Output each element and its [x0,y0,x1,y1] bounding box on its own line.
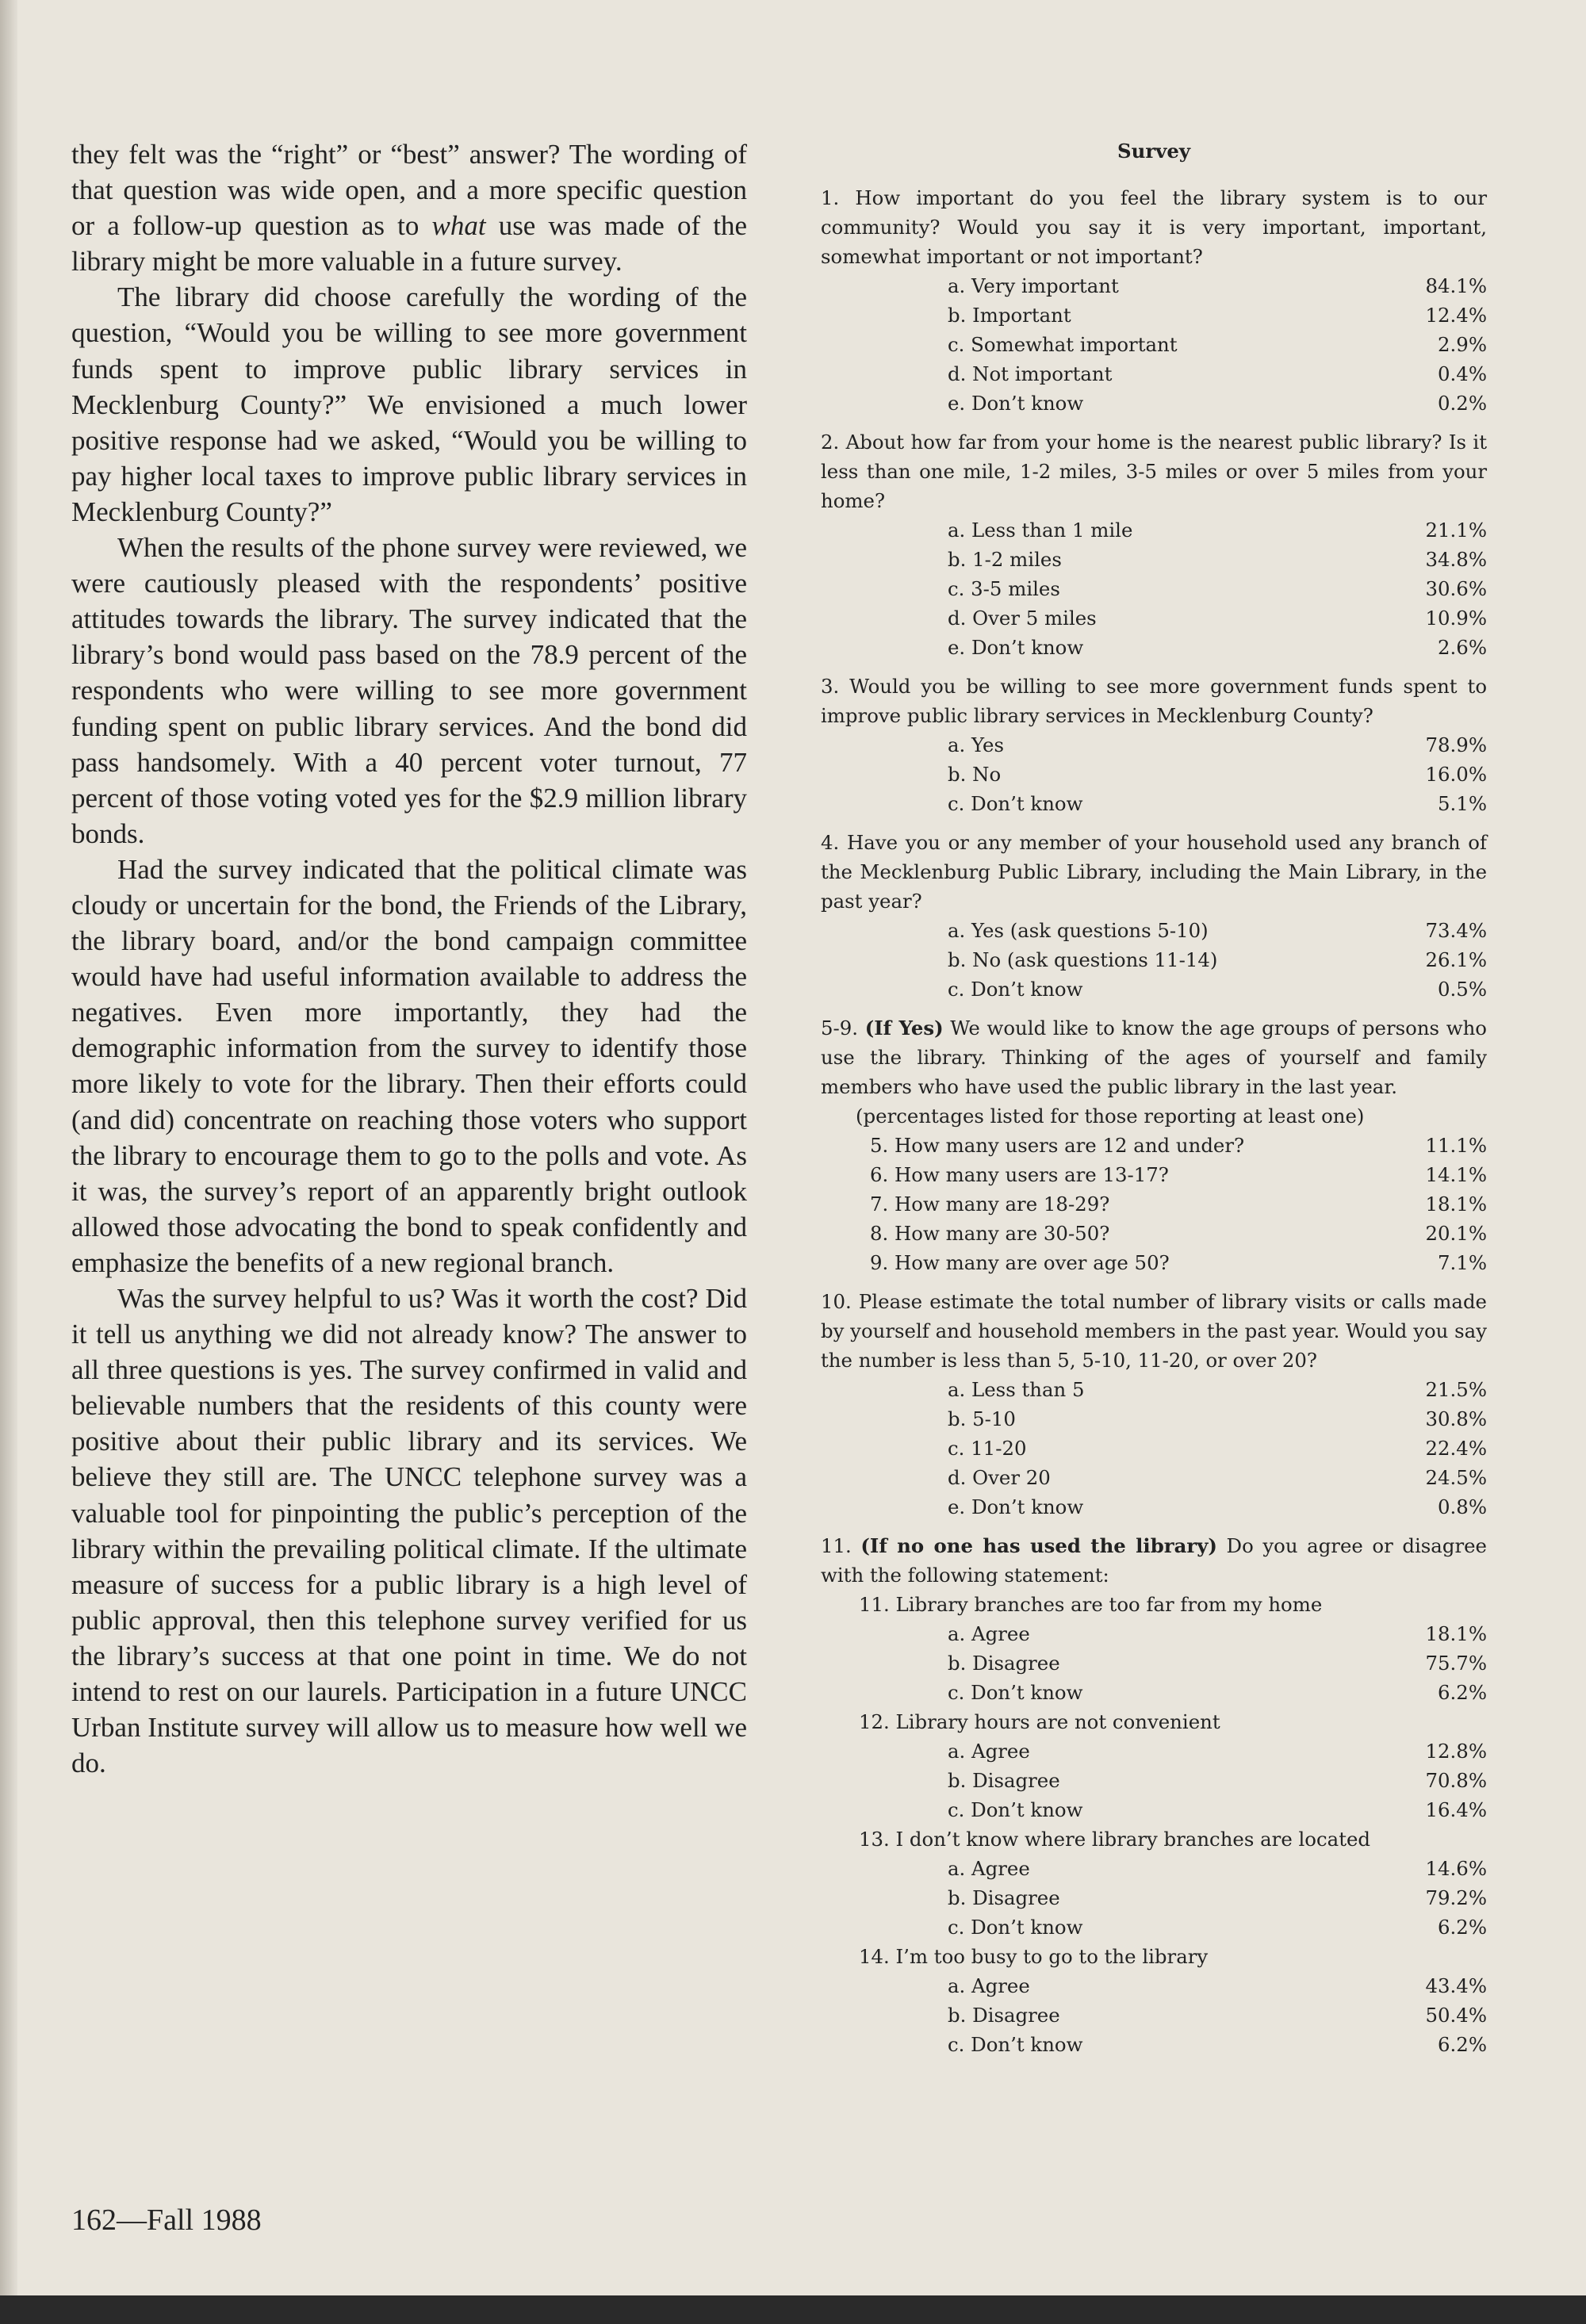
answer-row: c. Don’t know 16.4% [948,1798,1487,1821]
survey-question-11-14 [821,1531,1487,2059]
statement-label: 12. Library hours are not convenient [859,1710,1220,1733]
answer-row: c. Don’t know 0.5% [948,978,1487,1001]
answer-row: d. Not important 0.4% [948,362,1487,385]
statement-label: 11. Library branches are too far from my home [859,1593,1323,1616]
answer-row: a. Yes (ask questions 5-10) 73.4% [948,919,1487,942]
answer-row: e. Don’t know 2.6% [948,636,1487,659]
answer-row: 9. How many are over age 50? 7.1% [870,1251,1487,1274]
answer-row: 5. How many users are 12 and under? 11.1% [870,1134,1487,1157]
answer-row: b. No 16.0% [948,763,1487,786]
answer-row: b. No (ask questions 11-14) 26.1% [948,948,1487,971]
survey-question-1 [821,183,1487,418]
answer-row: c. Don’t know 5.1% [948,792,1487,815]
essay-paragraph: When the results of the phone survey were reviewed, we were cautiously pleased with the respondents’ positive attitudes towards the library. The survey indicated that the library’s bond would pass based on the 78.9 percent of the respondents who were willing to see more government funding spent on public library services. And the bond did pass handsomely. With a 40 percent voter turnout, 77 percent of those voting voted yes for the $2.9 million library bonds. [71,532,747,849]
question-text: 11. (If no one has used the library) Do you agree or disagree with the following statement: [821,1534,1487,1587]
answer-row: b. Disagree 79.2% [948,1886,1487,1909]
answer-row: 6. How many users are 13-17? 14.1% [870,1163,1487,1186]
answer-row: a. Very important 84.1% [948,274,1487,297]
essay-paragraph: they felt was the “right” or “best” answer? The wording of that question was wide open, and a more specific question or a follow-up question as to what use was made of the library might be more valuable in a future survey. [71,139,747,278]
answer-row: e. Don’t know 0.8% [948,1495,1487,1518]
survey-question-3 [821,672,1487,818]
answer-row: b. Disagree 75.7% [948,1652,1487,1675]
answer-row: 8. How many are 30-50? 20.1% [870,1222,1487,1245]
answer-row: b. 5-10 30.8% [948,1407,1487,1430]
survey-sidebar [821,136,1487,2069]
question-text: 1. How important do you feel the library system is to our community? Would you say it is very important, important, somewhat important or not important? [821,186,1487,268]
answer-row: e. Don’t know 0.2% [948,392,1487,415]
essay-paragraph: Had the survey indicated that the political climate was cloudy or uncertain for the bond, the Friends of the Library, the library board, and/or the bond campaign committee would have had useful information available to address the negatives. Even more importantly, they had the demographic information from the survey to identify those more likely to vote for the library. Then their efforts could (and did) concentrate on reaching those voters who support the library to encourage them to go to the polls and vote. As it was, the survey’s report of an apparently bright outlook allowed those advocating the bond to speak confidently and emphasize the benefits of a new regional branch. [71,853,747,1278]
answer-row: a. Yes 78.9% [948,733,1487,756]
question-text: 3. Would you be willing to see more government funds spent to improve public library services in Mecklenburg County? [821,675,1487,727]
answer-row: c. Don’t know 6.2% [948,2033,1487,2056]
page-folio: 162—Fall 1988 [71,2203,262,2237]
answer-row: a. Agree 12.8% [948,1740,1487,1763]
answer-row: 7. How many are 18-29? 18.1% [870,1193,1487,1216]
essay-column [71,136,747,1781]
answer-row: a. Agree 14.6% [948,1857,1487,1880]
answer-row: b. Important 12.4% [948,304,1487,327]
question-text: 4. Have you or any member of your household used any branch of the Mecklenburg Public Library, including the Main Library, in the past year? [821,831,1487,913]
answer-row: b. Disagree 50.4% [948,2004,1487,2027]
question-text: 2. About how far from your home is the nearest public library? Is it less than one mile, 1-2 miles, 3-5 miles or over 5 miles from your home? [821,431,1487,512]
question-text: 10. Please estimate the total number of library visits or calls made by yourself and household members in the past year. Would you say the number is less than 5, 5-10, 11-20, or over 20? [821,1290,1487,1372]
answer-row: c. 11-20 22.4% [948,1437,1487,1460]
page-binding-edge [0,0,17,2324]
answer-row: c. 3-5 miles 30.6% [948,577,1487,600]
answer-row: b. 1-2 miles 34.8% [948,548,1487,571]
answer-row: d. Over 5 miles 10.9% [948,607,1487,630]
survey-question-4 [821,828,1487,1004]
survey-question-2 [821,427,1487,662]
survey-question-5-9 [821,1013,1487,1277]
answer-row: a. Agree 43.4% [948,1974,1487,1997]
essay-paragraph: Was the survey helpful to us? Was it worth the cost? Did it tell us anything we did not already know? The answer to all three questions is yes. The survey confirmed in valid and believable numbers that the residents of this county were positive about their public library and its services. We believe they still are. The UNCC telephone survey was a valuable tool for pinpointing the public’s perception of the library within the prevailing political climate. If the ultimate measure of success for a public library is a high level of public approval, then this telephone survey verified for us the library’s success at that one point in time. We do not intend to rest on our laurels. Participation in a future UNCC Urban Institute survey will allow us to measure how well we do. [71,1283,747,1779]
question-note: (percentages listed for those reporting at least one) [856,1105,1365,1128]
essay-paragraph: The library did choose carefully the wording of the question, “Would you be willing to see more government funds spent to improve public library services in Mecklenburg County?” We envisioned a much lower positive response had we asked, “Would you be willing to pay higher local taxes to improve public library services in Mecklenburg County?” [71,281,747,527]
answer-row: a. Less than 1 mile 21.1% [948,519,1487,542]
survey-title: Survey [1117,140,1191,163]
question-text: 5-9. (If Yes) We would like to know the age groups of persons who use the library. Thinking of the ages of yourself and family members who have used the public library in the last year. [821,1017,1487,1098]
statement-label: 13. I don’t know where library branches are located [859,1828,1371,1851]
answer-row: d. Over 20 24.5% [948,1466,1487,1489]
statement-label: 14. I’m too busy to go to the library [859,1945,1209,1968]
answer-row: a. Less than 5 21.5% [948,1378,1487,1401]
scan-bottom-border [0,2295,1586,2324]
answer-row: c. Don’t know 6.2% [948,1916,1487,1939]
answer-row: a. Agree 18.1% [948,1622,1487,1645]
answer-row: c. Don’t know 6.2% [948,1681,1487,1704]
answer-row: b. Disagree 70.8% [948,1769,1487,1792]
answer-row: c. Somewhat important 2.9% [948,333,1487,356]
survey-question-10 [821,1287,1487,1522]
